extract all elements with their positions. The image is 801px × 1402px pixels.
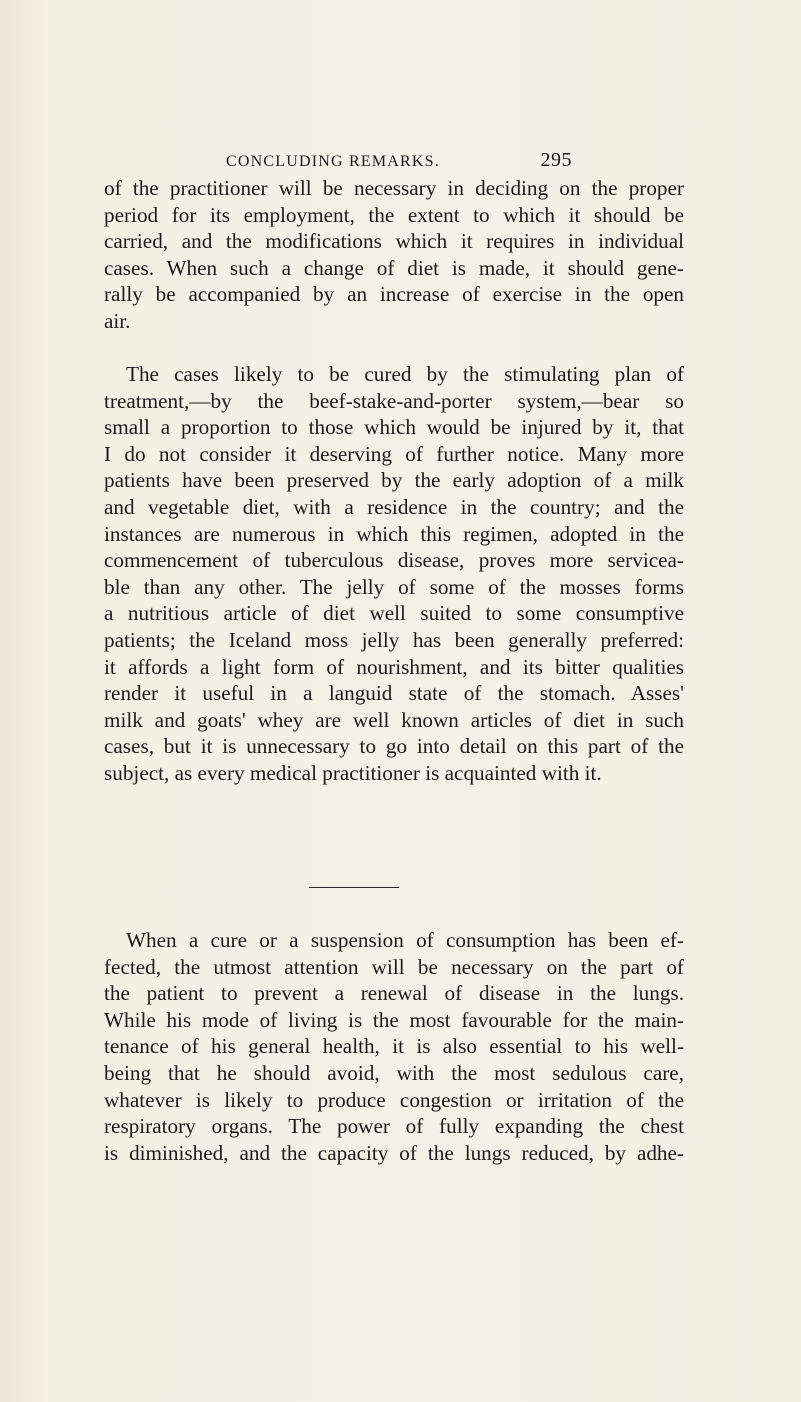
running-title: CONCLUDING REMARKS. (226, 153, 440, 170)
text-line: whatever is likely to produce congestion or irritation of the (104, 1087, 684, 1112)
text-line: instances are numerous in which this regimen, adopted in the (104, 521, 684, 546)
text-line: being that he should avoid, with the most sedulous care, (104, 1060, 684, 1085)
text-line: tenance of his general health, it is also essential to his well- (104, 1034, 684, 1059)
text-line: fected, the utmost attention will be necessary on the part of (104, 954, 684, 979)
text-line: of the practitioner will be necessary in deciding on the proper (104, 176, 684, 200)
text-line: cases, but it is unnecessary to go into detail on this part of the (104, 734, 684, 759)
text-line: The cases likely to be cured by the stimulating plan of (126, 362, 684, 386)
text-line: While his mode of living is the most favourable for the main- (104, 1007, 684, 1032)
section-divider (309, 887, 399, 888)
running-head (226, 149, 572, 172)
text-line: When a cure or a suspension of consumption has been ef- (126, 928, 684, 952)
text-line: is diminished, and the capacity of the lungs reduced, by adhe- (104, 1140, 684, 1165)
text-line: subject, as every medical practitioner is acquainted with it. (104, 760, 602, 785)
paragraph-diet (104, 361, 684, 787)
text-line: patients have been preserved by the early adoption of a milk (104, 468, 684, 493)
text-line: commencement of tuberculous disease, proves more servicea- (104, 548, 684, 573)
text-line: milk and goats' whey are well known articles of diet in such (104, 707, 684, 732)
text-line: treatment,—by the beef-stake-and-porter system,—bear so (104, 388, 684, 413)
text-line: rally be accompanied by an increase of exercise in the open (104, 282, 684, 307)
text-line: small a proportion to those which would be injured by it, that (104, 415, 684, 440)
paragraph-prevention (104, 927, 684, 1166)
text-line: a nutritious article of diet well suited to some consumptive (104, 601, 684, 626)
text-line: the patient to prevent a renewal of disease in the lungs. (104, 981, 684, 1006)
text-line: air. (104, 308, 131, 333)
text-line: patients; the Iceland moss jelly has been generally preferred: (104, 627, 684, 652)
page-number: 295 (540, 149, 572, 171)
text-line: period for its employment, the extent to which it should be (104, 202, 684, 227)
text-line: I do not consider it deserving of further notice. Many more (104, 441, 684, 466)
text-line: and vegetable diet, with a residence in the country; and the (104, 494, 684, 519)
text-line: respiratory organs. The power of fully expanding the chest (104, 1114, 684, 1139)
text-line: it affords a light form of nourishment, and its bitter qualities (104, 654, 684, 679)
text-line: ble than any other. The jelly of some of the mosses forms (104, 574, 684, 599)
paragraph-continuation (104, 175, 684, 335)
text-line: carried, and the modifications which it requires in individual (104, 229, 684, 254)
text-line: render it useful in a languid state of the stomach. Asses' (104, 681, 684, 706)
text-line: cases. When such a change of diet is made, it should gene- (104, 255, 684, 280)
